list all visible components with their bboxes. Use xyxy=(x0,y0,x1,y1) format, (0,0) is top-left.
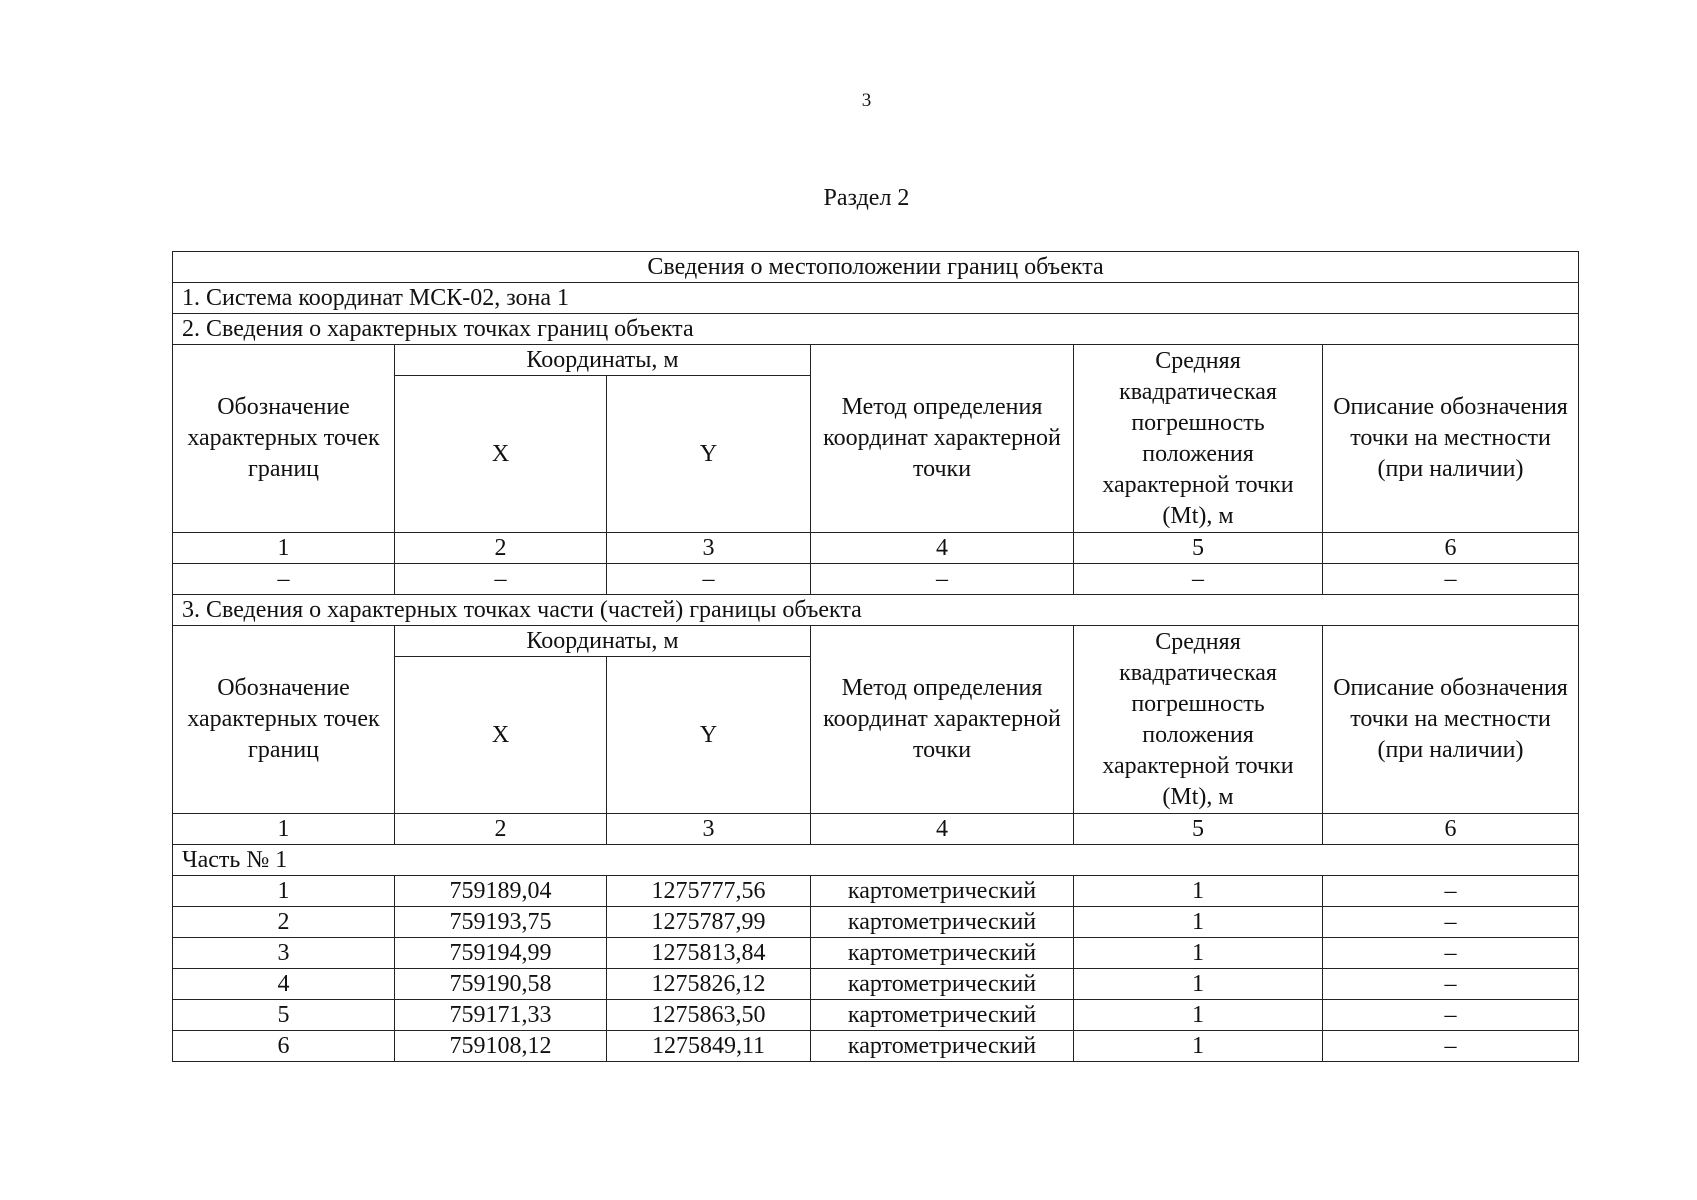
header-error: Средняя квадратическая погрешность положения характерной точки (Mt), м xyxy=(1074,345,1323,533)
mt-value: 1 xyxy=(1074,1000,1323,1031)
empty-cell: – xyxy=(395,564,607,595)
col-number: 1 xyxy=(173,533,395,564)
coord-y: 1275787,99 xyxy=(607,907,811,938)
table-title: Сведения о местоположении границ объекта xyxy=(173,252,1579,283)
col-number: 3 xyxy=(607,533,811,564)
header-description: Описание обозначения точки на местности (при наличии) xyxy=(1323,345,1579,533)
point-description: – xyxy=(1323,876,1579,907)
method: картометрический xyxy=(811,969,1074,1000)
coord-y: 1275826,12 xyxy=(607,969,811,1000)
header-coordinates: Координаты, м xyxy=(395,626,811,657)
method: картометрический xyxy=(811,938,1074,969)
coord-x: 759189,04 xyxy=(395,876,607,907)
part-label-row xyxy=(173,845,1579,876)
header-designation: Обозначение характерных точек границ xyxy=(173,345,395,533)
header-x: X xyxy=(395,657,607,814)
section-title: Раздел 2 xyxy=(823,185,910,211)
point-description: – xyxy=(1323,938,1579,969)
point-number: 5 xyxy=(173,1000,395,1031)
header-method: Метод определения координат характерной точки xyxy=(811,345,1074,533)
col-number: 4 xyxy=(811,814,1074,845)
table-row xyxy=(173,1000,1579,1031)
coord-system: 1. Система координат МСК-02, зона 1 xyxy=(173,283,1579,314)
col-number: 3 xyxy=(607,814,811,845)
coord-x: 759190,58 xyxy=(395,969,607,1000)
point-description: – xyxy=(1323,1000,1579,1031)
empty-cell: – xyxy=(1323,564,1579,595)
header-x: X xyxy=(395,376,607,533)
coord-x: 759108,12 xyxy=(395,1031,607,1062)
point-description: – xyxy=(1323,1031,1579,1062)
empty-cell: – xyxy=(173,564,395,595)
coord-y: 1275813,84 xyxy=(607,938,811,969)
section3-colnum-row xyxy=(173,814,1579,845)
section2-heading: 2. Сведения о характерных точках границ объекта xyxy=(173,314,1579,345)
coord-x: 759194,99 xyxy=(395,938,607,969)
point-number: 4 xyxy=(173,969,395,1000)
point-number: 2 xyxy=(173,907,395,938)
section3-heading-row xyxy=(173,595,1579,626)
coord-system-row xyxy=(173,283,1579,314)
header-y: Y xyxy=(607,657,811,814)
header-y: Y xyxy=(607,376,811,533)
header-method: Метод определения координат характерной точки xyxy=(811,626,1074,814)
header-designation: Обозначение характерных точек границ xyxy=(173,626,395,814)
table-row xyxy=(173,1031,1579,1062)
boundary-table xyxy=(172,251,1579,1062)
col-number: 2 xyxy=(395,814,607,845)
section3-header-row xyxy=(173,626,1579,657)
part-label: Часть № 1 xyxy=(173,845,1579,876)
method: картометрический xyxy=(811,876,1074,907)
section2-colnum-row xyxy=(173,533,1579,564)
col-number: 5 xyxy=(1074,814,1323,845)
point-description: – xyxy=(1323,969,1579,1000)
coord-y: 1275777,56 xyxy=(607,876,811,907)
header-coordinates: Координаты, м xyxy=(395,345,811,376)
mt-value: 1 xyxy=(1074,876,1323,907)
header-description: Описание обозначения точки на местности (при наличии) xyxy=(1323,626,1579,814)
section2-heading-row xyxy=(173,314,1579,345)
header-error: Средняя квадратическая погрешность положения характерной точки (Mt), м xyxy=(1074,626,1323,814)
table-row xyxy=(173,876,1579,907)
col-number: 1 xyxy=(173,814,395,845)
section2-header-row xyxy=(173,345,1579,376)
section2-empty-row xyxy=(173,564,1579,595)
col-number: 4 xyxy=(811,533,1074,564)
mt-value: 1 xyxy=(1074,938,1323,969)
point-number: 1 xyxy=(173,876,395,907)
coord-y: 1275849,11 xyxy=(607,1031,811,1062)
empty-cell: – xyxy=(1074,564,1323,595)
table-row xyxy=(173,969,1579,1000)
mt-value: 1 xyxy=(1074,907,1323,938)
empty-cell: – xyxy=(607,564,811,595)
table-row xyxy=(173,907,1579,938)
method: картометрический xyxy=(811,1031,1074,1062)
table-title-row xyxy=(173,252,1579,283)
empty-cell: – xyxy=(811,564,1074,595)
coord-x: 759171,33 xyxy=(395,1000,607,1031)
table-row xyxy=(173,938,1579,969)
point-description: – xyxy=(1323,907,1579,938)
point-number: 6 xyxy=(173,1031,395,1062)
col-number: 5 xyxy=(1074,533,1323,564)
mt-value: 1 xyxy=(1074,969,1323,1000)
col-number: 6 xyxy=(1323,533,1579,564)
coord-x: 759193,75 xyxy=(395,907,607,938)
page-number: 3 xyxy=(861,90,872,111)
section3-heading: 3. Сведения о характерных точках части (частей) границы объекта xyxy=(173,595,1579,626)
coord-y: 1275863,50 xyxy=(607,1000,811,1031)
mt-value: 1 xyxy=(1074,1031,1323,1062)
col-number: 2 xyxy=(395,533,607,564)
point-number: 3 xyxy=(173,938,395,969)
col-number: 6 xyxy=(1323,814,1579,845)
method: картометрический xyxy=(811,1000,1074,1031)
method: картометрический xyxy=(811,907,1074,938)
